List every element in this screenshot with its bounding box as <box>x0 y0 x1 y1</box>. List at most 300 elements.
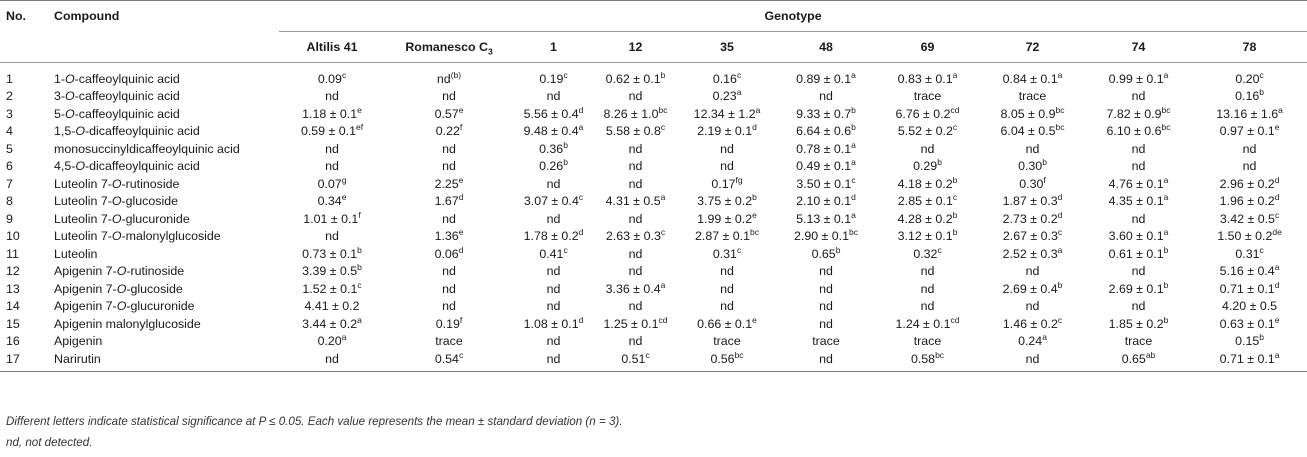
value-cell: nd <box>1131 264 1146 279</box>
value-cell: 0.66 ± 0.1$^e$ <box>697 314 757 331</box>
value-cell: 1.52 ± 0.1$^c$ <box>302 279 362 296</box>
value-cell: 4.35 ± 0.1$^a$ <box>1108 192 1169 209</box>
value-cell: 1.96 ± 0.2$^d$ <box>1219 192 1280 209</box>
value-cell: 0.32$^c$ <box>913 244 942 261</box>
value-cell: nd <box>442 159 456 174</box>
significance-letter: c <box>563 69 568 80</box>
significance-letter: c <box>1274 209 1280 220</box>
compound-name: Apigenin malonylglucoside <box>54 316 201 331</box>
value-cell: nd <box>325 351 339 366</box>
significance-letter: a <box>660 192 666 203</box>
significance-letter: b <box>1259 87 1264 98</box>
value-cell: nd <box>546 351 561 366</box>
value-cell: 0.73 ± 0.1$^b$ <box>302 244 362 261</box>
value-cell: 0.31$^c$ <box>1235 244 1264 261</box>
significance-letter: e <box>341 192 347 203</box>
value-cell: 0.58$^{bc}$ <box>910 349 945 366</box>
value-cell: nd <box>442 89 456 104</box>
value-cell: 0.17$^{fg}$ <box>711 174 743 191</box>
value-cell: nd <box>628 211 643 226</box>
value-cell: 2.67 ± 0.3$^c$ <box>1002 227 1063 244</box>
table-row <box>0 315 1307 333</box>
value-cell: 0.30$^b$ <box>1018 157 1047 174</box>
value-cell: 6.64 ± 0.6$^b$ <box>796 122 856 139</box>
table-row <box>0 158 1307 176</box>
row-number: 14 <box>6 299 20 314</box>
significance-letter: b <box>1057 279 1063 290</box>
significance-letter: cd <box>950 104 960 115</box>
value-cell: trace <box>713 334 741 349</box>
table-row <box>0 228 1307 246</box>
significance-letter: ef <box>355 122 364 133</box>
value-cell: 0.49 ± 0.1$^a$ <box>796 157 856 174</box>
significance-letter: bc <box>1161 104 1171 115</box>
value-cell: 4.28 ± 0.2$^b$ <box>897 209 958 226</box>
table-row <box>0 88 1307 106</box>
value-cell: 0.22$^f$ <box>435 122 463 139</box>
value-cell: 4.76 ± 0.1$^a$ <box>1108 174 1169 191</box>
significance-letter: bc <box>734 349 744 360</box>
value-cell: 0.78 ± 0.1$^a$ <box>796 139 856 156</box>
significance-letter: c <box>660 122 666 133</box>
header-row-1 <box>0 1 1307 32</box>
value-cell: 3.50 ± 0.1$^c$ <box>796 174 856 191</box>
significance-letter: d <box>458 244 464 255</box>
compound-name: Luteolin 7-O-rutinoside <box>54 176 180 191</box>
value-cell: 1.36e <box>434 227 464 244</box>
table-row <box>0 280 1307 298</box>
significance-letter: bc <box>935 349 945 360</box>
value-cell: nd <box>628 141 643 156</box>
value-cell: nd <box>819 351 833 366</box>
significance-letter: b <box>851 104 856 115</box>
compound-name: 1,5-O-dicaffeoylquinic acid <box>54 124 200 139</box>
significance-letter: c <box>1057 227 1063 238</box>
value-cell: 4.31 ± 0.5$^a$ <box>605 192 666 209</box>
value-cell: nd <box>720 299 734 314</box>
significance-letter: bc <box>750 227 759 238</box>
compound-name: Apigenin <box>54 334 103 349</box>
value-cell: nd <box>819 281 833 296</box>
value-cell: nd <box>325 159 339 174</box>
value-cell: 1.25 ± 0.1$^{cd}$ <box>603 314 668 331</box>
value-cell: 0.54$^c$ <box>434 349 464 366</box>
value-cell: nd <box>628 299 643 314</box>
significance-letter: d <box>458 192 464 203</box>
value-cell: 6.10 ± 0.6$^{bc}$ <box>1106 122 1171 139</box>
value-cell: nd <box>628 246 643 261</box>
value-cell: 0.84 ± 0.1$^a$ <box>1002 69 1063 86</box>
value-cell: 3.75 ± 0.2$^b$ <box>697 192 757 209</box>
table-body <box>0 63 1307 372</box>
value-cell: 0.41$^c$ <box>539 244 568 261</box>
value-cell: 2.25e <box>434 174 464 191</box>
header-genotype-col: 69 <box>920 40 935 54</box>
value-cell: nd <box>1025 299 1040 314</box>
significance-letter: f <box>1043 174 1046 185</box>
significance-letter: de <box>1272 227 1282 238</box>
value-cell: nd <box>1025 264 1040 279</box>
compound-name: Narirutin <box>54 351 101 366</box>
value-cell: nd <box>546 264 561 279</box>
significance-letter: a <box>1057 244 1063 255</box>
significance-letter: d <box>851 192 856 203</box>
value-cell: 4.18 ± 0.2$^b$ <box>897 174 958 191</box>
significance-letter: b <box>1259 332 1264 343</box>
significance-letter: b <box>660 69 666 80</box>
value-cell: 0.63 ± 0.1$^e$ <box>1219 314 1280 331</box>
significance-letter: ab <box>1145 349 1156 360</box>
row-number: 4 <box>6 124 13 139</box>
compound-name: Apigenin 7-O-glucuronide <box>54 299 195 314</box>
significance-letter: c <box>357 279 362 290</box>
value-cell: 3.42 ± 0.5$^c$ <box>1219 209 1280 226</box>
significance-letter: a <box>1057 69 1063 80</box>
significance-letter: e <box>458 227 464 238</box>
compound-name: monosuccinyldicaffeoylquinic acid <box>54 141 240 156</box>
row-number: 9 <box>6 211 13 226</box>
value-cell: trace <box>1018 89 1047 104</box>
significance-letter: f <box>459 314 463 325</box>
significance-letter: b <box>1042 157 1047 168</box>
row-gap <box>0 63 1307 71</box>
table-row <box>0 193 1307 211</box>
value-cell: 2.10 ± 0.1$^d$ <box>796 192 856 209</box>
value-cell: 0.15$^b$ <box>1235 332 1264 349</box>
compound-name: Luteolin 7-O-malonylglucoside <box>54 229 221 244</box>
table-row <box>0 263 1307 281</box>
significance-letter: a <box>851 209 856 220</box>
header-genotype-col: Romanesco $C_3$ <box>405 40 493 57</box>
significance-letter: bc <box>658 104 668 115</box>
value-cell: 5.13 ± 0.1$^a$ <box>796 209 856 226</box>
significance-letter: a <box>660 279 666 290</box>
value-cell: nd <box>819 299 833 314</box>
header-genotype-col: 35 <box>720 40 734 54</box>
value-cell: 2.90 ± 0.1$^{bc}$ <box>793 227 858 244</box>
compound-name: 3-O-caffeoylquinic acid <box>54 89 180 104</box>
significance-letter: e <box>357 104 362 115</box>
value-cell: nd <box>1131 141 1146 156</box>
significance-letter: b <box>937 157 942 168</box>
significance-letter: c <box>458 349 464 360</box>
table-row <box>0 140 1307 158</box>
significance-letter: bc <box>1055 122 1065 133</box>
header-no: No. <box>6 9 26 24</box>
header-genotype-col: 74 <box>1131 40 1146 54</box>
value-cell: nd <box>546 89 561 104</box>
value-cell: 2.87 ± 0.1$^{bc}$ <box>694 227 759 244</box>
value-cell: 2.69 ± 0.4$^b$ <box>1002 279 1063 296</box>
significance-letter: c <box>645 349 650 360</box>
significance-letter: a <box>755 104 761 115</box>
value-cell: nd <box>546 334 561 349</box>
significance-letter: d <box>752 122 757 133</box>
significance-letter: f <box>459 122 463 133</box>
value-cell: 3.39 ± 0.5$^b$ <box>302 262 362 279</box>
table-row <box>0 245 1307 263</box>
significance-letter: f <box>358 209 361 220</box>
significance-letter: a <box>851 69 856 80</box>
significance-letter: a <box>851 157 856 168</box>
value-cell: 3.07 ± 0.4$^c$ <box>523 192 584 209</box>
significance-letter: b <box>1163 279 1169 290</box>
value-cell: 0.62 ± 0.1$^b$ <box>605 69 666 86</box>
header-row-2 <box>0 32 1307 63</box>
value-cell: 0.26$^b$ <box>539 157 568 174</box>
header-genotype-col: Altilis 41 <box>306 40 358 54</box>
header-genotype-col: 48 <box>819 40 833 54</box>
significance-letter: a <box>1042 332 1047 343</box>
row-number: 7 <box>6 176 13 191</box>
compound-name: Luteolin <box>54 246 98 261</box>
significance-letter: d <box>1274 192 1280 203</box>
significance-letter: b <box>952 227 958 238</box>
significance-letter: b <box>851 122 856 133</box>
value-cell: nd <box>720 264 734 279</box>
value-cell: nd <box>819 264 833 279</box>
value-cell: 4.41 ± 0.2 <box>304 299 360 314</box>
significance-letter: b <box>357 244 362 255</box>
significance-letter: b <box>357 262 362 273</box>
value-cell: 1.18 ± 0.1$^e$ <box>302 104 362 121</box>
compound-name: 4,5-O-dicaffeoylquinic acid <box>54 159 200 174</box>
header-compound: Compound <box>54 9 120 24</box>
value-cell: nd <box>325 141 339 156</box>
value-cell: 1.46 ± 0.2$^c$ <box>1002 314 1063 331</box>
significance-letter: c <box>736 69 742 80</box>
table-row <box>0 175 1307 193</box>
value-cell: trace <box>913 89 942 104</box>
significance-letter: c <box>952 192 958 203</box>
value-cell: nd <box>546 211 561 226</box>
significance-letter: e <box>752 209 757 220</box>
value-cell: 3.36 ± 0.4$^a$ <box>605 279 666 296</box>
value-cell: 0.19$^f$ <box>435 314 463 331</box>
significance-letter: d <box>1057 209 1063 220</box>
value-cell: 1.50 ± 0.2de <box>1217 227 1282 244</box>
value-cell: 0.59 ± 0.1$^{ef}$ <box>300 122 364 139</box>
table-row <box>0 350 1307 371</box>
significance-letter: a <box>851 139 856 150</box>
compound-name: Apigenin 7-O-rutinoside <box>54 264 185 279</box>
value-cell: nd <box>1131 299 1146 314</box>
value-cell: 9.33 ± 0.7$^b$ <box>796 104 856 121</box>
value-cell: nd <box>1025 351 1040 366</box>
significance-letter: d <box>578 104 584 115</box>
value-cell: nd <box>1131 89 1146 104</box>
significance-letter: e <box>752 314 757 325</box>
value-cell: 0.65$^{ab}$ <box>1121 349 1156 366</box>
value-cell: 0.06$^d$ <box>434 244 464 261</box>
value-cell: 0.71 ± 0.1$^d$ <box>1219 279 1280 296</box>
significance-letter: b <box>752 192 757 203</box>
value-cell: nd <box>720 281 734 296</box>
row-number: 15 <box>6 316 20 331</box>
significance-letter: c <box>1057 314 1063 325</box>
significance-letter: a <box>736 87 742 98</box>
significance-letter: a <box>1163 174 1169 185</box>
value-cell: 1.78 ± 0.2$^d$ <box>523 227 584 244</box>
value-cell: 0.16$^c$ <box>712 69 742 86</box>
value-cell: 2.52 ± 0.3$^a$ <box>1002 244 1063 261</box>
value-cell: nd <box>442 141 456 156</box>
value-cell: nd <box>546 281 561 296</box>
significance-letter: a <box>1278 104 1283 115</box>
significance-letter: b <box>835 244 841 255</box>
value-cell: 3.12 ± 0.1$^b$ <box>897 227 958 244</box>
value-cell: nd <box>1131 211 1146 226</box>
significance-letter: c <box>563 244 568 255</box>
header-genotype-col: 72 <box>1025 40 1040 54</box>
row-number: 12 <box>6 264 20 279</box>
value-cell: 0.19$^c$ <box>539 69 568 86</box>
value-cell: 0.99 ± 0.1$^a$ <box>1108 69 1169 86</box>
significance-letter: (b) <box>450 69 462 80</box>
value-cell: nd <box>720 141 734 156</box>
value-cell: nd <box>1131 159 1146 174</box>
compound-name: 5-O-caffeoylquinic acid <box>54 106 180 121</box>
significance-letter: a <box>1274 262 1280 273</box>
row-number: 16 <box>6 334 20 349</box>
value-cell: nd <box>1025 141 1040 156</box>
significance-letter: d <box>1274 174 1280 185</box>
significance-letter: e <box>458 174 464 185</box>
row-number: 10 <box>6 229 20 244</box>
value-cell: 0.71 ± 0.1$^a$ <box>1219 349 1280 366</box>
significance-letter: c <box>341 69 347 80</box>
header-spacer <box>49 32 279 63</box>
value-cell: 6.76 ± 0.2$^{cd}$ <box>895 104 960 121</box>
value-cell: 5.16 ± 0.4$^a$ <box>1219 262 1280 279</box>
compound-name: 1-O-caffeoylquinic acid <box>54 71 180 86</box>
significance-letter: cd <box>658 314 668 325</box>
value-cell: nd <box>442 299 456 314</box>
value-cell: nd <box>325 89 339 104</box>
significance-letter: d <box>1274 279 1280 290</box>
value-cell: 3.60 ± 0.1$^a$ <box>1108 227 1169 244</box>
value-cell: 13.16 ± 1.6$^a$ <box>1216 104 1283 121</box>
value-cell: nd <box>628 334 643 349</box>
value-cell: 1.08 ± 0.1$^d$ <box>523 314 584 331</box>
significance-letter: a <box>1163 192 1169 203</box>
significance-letter: d <box>1057 192 1063 203</box>
value-cell: 0.61 ± 0.1$^b$ <box>1108 244 1169 261</box>
header-spacer <box>0 32 49 63</box>
significance-letter: bc <box>1161 122 1171 133</box>
value-cell: 1.24 ± 0.1$^{cd}$ <box>895 314 960 331</box>
value-cell: nd <box>628 176 643 191</box>
compound-name: Luteolin 7-O-glucoside <box>54 194 178 209</box>
value-cell: nd <box>920 264 935 279</box>
value-cell: 4.20 ± 0.5 <box>1222 299 1278 314</box>
value-cell: 2.69 ± 0.1$^b$ <box>1108 279 1169 296</box>
value-cell: 0.36$^b$ <box>539 139 568 156</box>
table-row <box>0 105 1307 123</box>
value-cell: 12.34 ± 1.2$^a$ <box>693 104 761 121</box>
value-cell: nd <box>628 89 643 104</box>
significance-letter: b <box>563 157 568 168</box>
significance-letter: c <box>952 122 958 133</box>
value-cell: 0.31$^c$ <box>712 244 742 261</box>
value-cell: 0.97 ± 0.1$^e$ <box>1219 122 1280 139</box>
header-genotype-col: 1 <box>550 40 557 54</box>
value-cell: 0.20$^a$ <box>317 332 347 349</box>
row-number: 17 <box>6 351 20 366</box>
value-cell: trace <box>435 334 463 349</box>
value-cell: 2.63 ± 0.3$^c$ <box>605 227 666 244</box>
significance-letter: a <box>341 332 347 343</box>
compound-name: Apigenin 7-O-glucoside <box>54 281 183 296</box>
significance-letter: c <box>851 174 856 185</box>
row-number: 1 <box>6 71 13 86</box>
value-cell: 0.34e <box>317 192 347 209</box>
significance-letter: a <box>1163 69 1169 80</box>
value-cell: 2.19 ± 0.1$^d$ <box>697 122 757 139</box>
value-cell: nd <box>819 89 833 104</box>
significance-letter: bc <box>1055 104 1065 115</box>
value-cell: nd <box>546 299 561 314</box>
value-cell: 3.44 ± 0.2$^a$ <box>302 314 362 331</box>
compound-name: Luteolin 7-O-glucuronide <box>54 211 190 226</box>
significance-letter: b <box>1163 314 1169 325</box>
significance-letter: c <box>1259 69 1264 80</box>
value-cell: nd <box>819 316 833 331</box>
significance-letter: c <box>736 244 742 255</box>
value-cell: 1.99 ± 0.2$^e$ <box>697 209 757 226</box>
row-number: 3 <box>6 106 13 121</box>
value-cell: trace <box>913 334 942 349</box>
value-cell: 0.07$^g$ <box>317 174 347 191</box>
value-cell: 9.48 ± 0.4$^a$ <box>523 122 584 139</box>
table-row <box>0 298 1307 316</box>
significance-letter: b <box>563 139 568 150</box>
value-cell: 1.85 ± 0.2$^b$ <box>1108 314 1169 331</box>
value-cell: nd <box>920 299 935 314</box>
significance-letter: b <box>952 174 958 185</box>
value-cell: 0.16$^b$ <box>1235 87 1264 104</box>
row-number: 5 <box>6 141 13 156</box>
significance-letter: a <box>1274 349 1280 360</box>
value-cell: nd <box>442 211 456 226</box>
header-genotype: Genotype <box>279 1 1307 32</box>
significance-letter: b <box>952 209 958 220</box>
footnote-line: Different letters indicate statistical significance at P ≤ 0.05. Each value represents the mean ± standard deviation (n = 3). <box>6 415 623 428</box>
table-row <box>0 123 1307 141</box>
value-cell: nd <box>1242 141 1257 156</box>
value-cell: nd <box>628 159 643 174</box>
significance-letter: b <box>1163 244 1169 255</box>
value-cell: 7.82 ± 0.9$^{bc}$ <box>1106 104 1171 121</box>
value-cell: nd <box>628 264 643 279</box>
value-cell: 2.96 ± 0.2$^d$ <box>1219 174 1280 191</box>
value-cell: nd <box>920 281 935 296</box>
significance-letter: c <box>578 192 584 203</box>
row-number: 2 <box>6 89 13 104</box>
significance-letter: a <box>357 314 362 325</box>
significance-letter: fg <box>735 174 743 185</box>
value-cell: 1.67$^d$ <box>434 192 464 209</box>
value-cell: 1.01 ± 0.1$^f$ <box>303 209 361 226</box>
value-cell: 6.04 ± 0.5$^{bc}$ <box>1000 122 1065 139</box>
significance-letter: bc <box>849 227 858 238</box>
table-row <box>0 210 1307 228</box>
significance-letter: d <box>578 227 584 238</box>
value-cell: nd <box>442 281 456 296</box>
significance-letter: c <box>660 227 666 238</box>
significance-letter: a <box>952 69 958 80</box>
significance-letter: e <box>1274 314 1280 325</box>
